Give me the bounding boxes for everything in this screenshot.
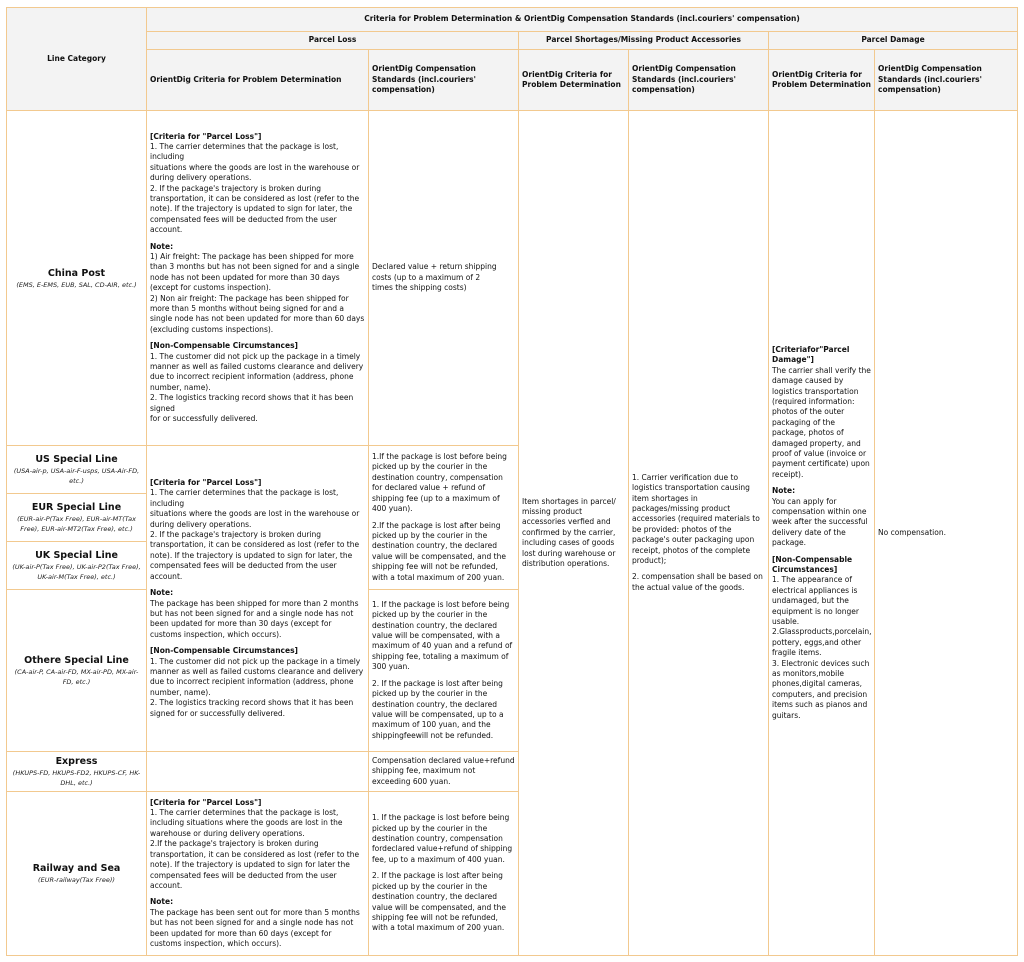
shortage-comp-item	[632, 572, 765, 593]
block-line: 2.Glassproducts,porcelain, pottery, eggs,and other fragile items.	[772, 627, 872, 658]
block-line: 1. The customer did not pick up the package in a timely manner as well as failed customs clearance and delivery due to incorrect recipient information (address, phone number, name).	[150, 656, 364, 697]
category-sub: (UK-air-P(Tax Free), UK-air-P2(Tax Free), UK-air-M(Tax Free), etc.)	[12, 563, 141, 581]
category-sub: (EUR-railway(Tax Free))	[38, 876, 115, 884]
non-compensable-block	[150, 341, 365, 424]
comp-line: times the shipping costs)	[372, 283, 467, 293]
category-sub: (HKUPS-FD, HKUPS-FD2, HKUPS-CF, HK-DHL, etc.)	[12, 769, 141, 787]
block-line: 2) Non air freight: The package has been shipped for more than 5 months without being signed for and a single node has not been updated for more than 60 days (excluding customs inspections).	[150, 293, 365, 334]
parcel-shortages-header	[519, 32, 769, 50]
block-title: [Criteria for "Parcel Loss"]	[150, 797, 262, 807]
parcel-loss-header	[147, 32, 519, 50]
block-line: 1. The carrier determines that the package is lost, including	[150, 488, 339, 508]
block-title: Note:	[772, 486, 796, 496]
comp-damage-label: OrientDig Compensation Standards (incl.couriers' compensation)	[878, 64, 982, 95]
loss-criteria-block	[150, 132, 365, 236]
comp-line: Declared value + return shipping costs (up to a maximum of 2	[372, 262, 497, 282]
line-category-header	[7, 8, 147, 111]
shortage-comp-text: 1. Carrier verification due to logistics transportation causing item shortages in packages/missing product accessories (required materials to be provided: photos of the package's outer packaging upon receipt, photos of the complete product);	[632, 472, 760, 566]
damage-note-block	[772, 486, 871, 548]
main-title-text: Criteria for Problem Determination & OrientDig Compensation Standards (incl.couriers' compensation)	[364, 14, 800, 24]
block-line: for or successfully delivered.	[150, 414, 258, 424]
parcel-shortages-label: Parcel Shortages/Missing Product Accessories	[546, 35, 741, 45]
comp-loss-header	[369, 50, 519, 111]
category-other-special-line	[7, 590, 147, 752]
block-line: 1. The carrier determines that the package is lost, including	[150, 141, 339, 162]
block-title: [Non-Compensable Circumstances]	[772, 554, 853, 575]
category-sub: (USA-air-p, USA-air-F-usps, USA-Air-FD, etc.)	[13, 467, 140, 485]
note-block	[150, 242, 365, 336]
criteria-short-header	[519, 50, 629, 111]
parcel-damage-label: Parcel Damage	[861, 35, 925, 45]
block-line: 1. The appearance of electrical appliances is undamaged, but the equipment is no longer usable.	[772, 575, 859, 627]
category-name: Express	[55, 756, 98, 767]
comp-text: 2.If the package is lost after being picked up by the courier in the destination country, the declared value will be compensated, and the shipping fee will not be refunded, with a total maximum of 200 yuan.	[372, 520, 506, 582]
category-china-post	[7, 111, 147, 446]
damage-compensation	[875, 111, 1018, 956]
block-line: 2. If the package's trajectory is broken during transportation, it can be considered as lost (refer to the note). If the trajectory is updated to sign for later, the compensated fees will be deducted from the user account.	[150, 530, 360, 581]
category-name: UK Special Line	[35, 550, 118, 561]
category-us-special-line	[7, 446, 147, 494]
comp-text: 2. If the package is lost after being picked up by the courier in the destination country, the declared value will be compensated, up to a maximum of 100 yuan, and the shippingfeewill not be refunded.	[372, 678, 504, 740]
damage-non-compensable-block	[772, 555, 871, 722]
comp-text: 1.If the package is lost before being picked up by the courier in the destination country, compensation for declared value + refund of shipping fee (up to a maximum of 400 yuan).	[372, 452, 507, 514]
criteria-short-label: OrientDig Criteria for Problem Determination	[522, 69, 621, 89]
comp-item	[372, 521, 515, 583]
loss-criteria-special-lines	[147, 446, 369, 752]
block-title: [Criteria for "Parcel Loss"]	[150, 131, 262, 141]
criteria-loss-label: OrientDig Criteria for Problem Determination	[150, 74, 342, 84]
criteria-loss-header	[147, 50, 369, 111]
compensation-table	[6, 7, 1018, 956]
category-express	[7, 752, 147, 792]
comp-short-label: OrientDig Compensation Standards (incl.couriers' compensation)	[632, 64, 736, 95]
note-block	[150, 588, 365, 640]
block-line: 2. The logistics tracking record shows that it has been signed	[150, 393, 354, 413]
category-name: US Special Line	[35, 454, 118, 465]
shortage-compensation	[629, 111, 769, 956]
block-title: [Criteria for "Parcel Loss"]	[150, 478, 262, 488]
category-sub: (EMS, E-EMS, EUB, SAL, CD-AIR, etc.)	[16, 280, 137, 289]
damage-criteria-block	[772, 345, 871, 480]
block-title: [Non-Compensable Circumstances]	[150, 646, 298, 656]
comp-short-header	[629, 50, 769, 111]
category-eur-special-line	[7, 494, 147, 542]
block-line: 2. If the package's trajectory is broken during transportation, it can be considered as lost (refer to the note). If the trajectory is updated to sign for later, the compensated fees will be deducted from the user account.	[150, 183, 360, 235]
block-title: [Non-Compensable Circumstances]	[150, 341, 298, 351]
block-line: situations where the goods are lost in the warehouse or during delivery operations.	[150, 162, 360, 183]
block-line: 2.If the package's trajectory is broken during transportation, it can be considered as lost (refer to the note). If the trajectory is updated to sign for later the compensated fees will be deducted from the user account.	[150, 839, 360, 890]
non-compensable-block	[150, 646, 365, 719]
block-line: 1. The carrier determines that the package is lost, including situations where the goods are lost in the warehouse or during delivery operations.	[150, 808, 343, 838]
loss-comp-us-eur-uk	[369, 446, 519, 590]
loss-comp-railway-sea	[369, 792, 519, 956]
block-line: The carrier shall verify the damage caused by logistics transportation (required information: photos of the outer packaging of the package, photos of damaged property, and	[772, 365, 871, 448]
block-title: Note:	[150, 241, 174, 251]
loss-comp-other	[369, 590, 519, 752]
shortage-comp-text: 2. compensation shall be based on the actual value of the goods.	[632, 572, 763, 592]
category-sub: (EUR-air-P(Tax Free), EUR-air-MT(Tax Free), EUR-air-MT2(Tax Free), etc.)	[17, 515, 136, 533]
comp-text: 1. If the package is lost before being picked up by the courier in the destination country, the declared value will be compensated, with a maximum of 40 yuan and a refund of shipping fee, totaling a maximum of 300 yuan.	[372, 599, 513, 672]
block-line: situations where the goods are lost in the warehouse or during delivery operations.	[150, 509, 360, 529]
block-title: Note:	[150, 897, 174, 907]
shortage-criteria-text: Item shortages in parcel/ missing product accessories verfied and confirmed by the carrier, including cases of goods lost during warehouse or distribution operations.	[522, 496, 616, 569]
category-railway-sea	[7, 792, 147, 956]
criteria-damage-label: OrientDig Criteria for Problem Determination	[772, 69, 871, 89]
line-category-header-label: Line Category	[47, 53, 106, 63]
damage-compensation-text: No compensation.	[878, 527, 946, 537]
parcel-damage-header	[769, 32, 1018, 50]
criteria-damage-header	[769, 50, 875, 111]
block-line: 2. The logistics tracking record shows that it has been signed for or successfully delivered.	[150, 698, 354, 718]
comp-text: Compensation declared value+refund shipping fee, maximum not exceeding 600 yuan.	[372, 755, 515, 786]
note-block	[150, 897, 365, 949]
block-line: The package has been shipped for more than 2 months but has not been signed for and a single node has not been updated for more than 30 days (except for customs inspection, which occurs).	[150, 598, 359, 639]
damage-criteria	[769, 111, 875, 956]
loss-criteria-block	[150, 478, 365, 582]
category-name: China Post	[47, 267, 106, 279]
main-title	[147, 8, 1018, 32]
loss-criteria-railway-sea	[147, 792, 369, 956]
block-line: The package has been sent out for more than 5 months but has not been signed for and a single node has not been updated for more than 60 days (except for customs inspection, which occurs).	[150, 907, 360, 948]
shortage-comp-item	[632, 473, 765, 567]
block-line: You can apply for compensation within one week after the successful delivery date of the package.	[772, 496, 868, 548]
loss-comp-china-post	[369, 111, 519, 446]
comp-item	[372, 452, 515, 514]
comp-item	[372, 813, 515, 865]
block-line: 1. The customer did not pick up the package in a timely manner as well as failed customs clearance and delivery due to incorrect recipient information (address, phone number, name).	[150, 351, 364, 392]
comp-item	[372, 679, 515, 741]
loss-criteria-express-empty	[147, 752, 369, 792]
block-line: 3. Electronic devices such as monitors,mobile phones,digital cameras, computers, and precision items such as pianos and guitars.	[772, 658, 870, 720]
category-name: Othere Special Line	[24, 655, 129, 666]
category-uk-special-line	[7, 542, 147, 590]
comp-loss-label: OrientDig Compensation Standards (incl.couriers' compensation)	[372, 64, 476, 95]
category-name: EUR Special Line	[31, 502, 122, 513]
loss-comp-express	[369, 752, 519, 792]
comp-item	[372, 871, 515, 933]
comp-text: 1. If the package is lost before being picked up by the courier in the destination country, compensation fordeclared value+refund of shipping fee, up to a maximum of 400 yuan.	[372, 813, 513, 864]
block-line: proof of value (invoice or payment certificate) upon receipt).	[772, 448, 870, 479]
category-sub: (CA-air-P, CA-air-FD, MX-air-PD, MX-air-FD, etc.)	[14, 668, 139, 686]
loss-criteria-china-post	[147, 111, 369, 446]
comp-item	[372, 600, 515, 673]
block-title: Note:	[150, 588, 174, 598]
comp-text: 2. If the package is lost after being picked up by the courier in the destination country, the declared value will be compensated, and the shipping fee will not be refunded, with a total maximum of 200 yuan.	[372, 871, 506, 933]
block-title: [Criteriafor"Parcel Damage"]	[772, 344, 850, 365]
block-line: 1) Air freight: The package has been shipped for more than 3 months but has not been signed for and a single node has not been updated for more than 30 days (except for customs inspection).	[150, 251, 360, 293]
parcel-loss-label: Parcel Loss	[308, 35, 357, 45]
shortage-criteria	[519, 111, 629, 956]
loss-criteria-block	[150, 798, 365, 892]
category-name: Railway and Sea	[32, 863, 121, 874]
comp-damage-header	[875, 50, 1018, 111]
